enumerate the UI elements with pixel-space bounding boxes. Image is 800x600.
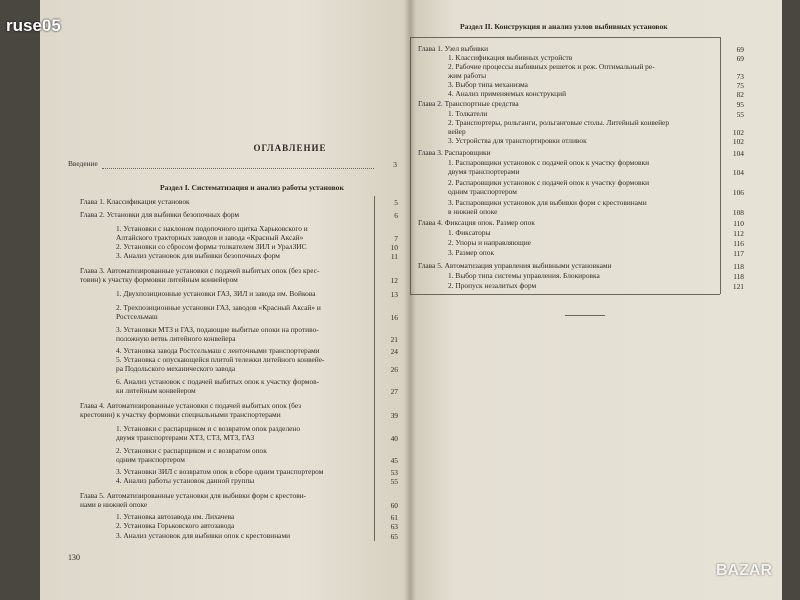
toc-entry-page: 117 [733, 249, 744, 258]
toc-heading: ОГЛАВЛЕНИЕ [253, 143, 327, 153]
toc-entry-text: 4. Анализ работы установок данной группы [116, 476, 255, 485]
toc-entry-page: 39 [390, 411, 398, 420]
toc-entry-text: Глава 1. Классификация установок [80, 197, 190, 206]
right-page [410, 0, 782, 600]
toc-entry-text: 1. Толкатели [448, 109, 488, 118]
toc-entry-page: 102 [732, 137, 744, 146]
toc-entry-text: 3. Анализ установок для выбивки безопочных форм [116, 251, 280, 260]
toc-entry-text: нами в нижней опоке [80, 500, 148, 509]
toc-entry-text: ки литейным конвейером [116, 386, 196, 395]
toc-entry-page: 69 [736, 54, 744, 63]
toc-entry-text: 3. Устройства для транспортировки отливок [448, 136, 587, 145]
toc-entry-page: 116 [733, 239, 744, 248]
toc-entry-page: 11 [390, 252, 398, 261]
brand-watermark: BAZAR [716, 562, 772, 579]
toc-entry-page: 106 [732, 188, 744, 197]
toc-entry-page: 102 [732, 128, 744, 137]
toc-entry-page: 69 [736, 45, 744, 54]
toc-entry-text: 2. Упоры и направляющие [448, 238, 531, 247]
toc-entry-text: 4. Анализ применяемых конструкций [448, 89, 567, 98]
toc-entry-text: Ростсельмаш [116, 312, 158, 321]
toc-entry-text: 2. Трехпозиционные установки ГАЗ, заводов «Красный Аксай» и [116, 303, 321, 312]
toc-entry-page: 24 [390, 347, 398, 356]
toc-entry-page: 7 [394, 234, 398, 243]
toc-entry-page: 75 [736, 81, 744, 90]
toc-entry-text: вейер [448, 127, 466, 136]
toc-entry-page: 13 [390, 290, 398, 299]
toc-entry-page: 40 [390, 434, 398, 443]
toc-entry-text: 4. Установка завода Ростсельмаш с ленточными транспортерами [116, 346, 320, 355]
dot-leader [102, 167, 374, 169]
toc-intro-label: Введение [68, 159, 98, 168]
left-page [40, 0, 410, 600]
toc-entry-text: 1. Установки с наклоном подопочного щитка Харьковского и [116, 224, 308, 233]
toc-entry-page: 61 [390, 513, 398, 522]
toc-entry-page: 65 [390, 532, 398, 541]
toc-entry-text: крестовин) к участку формовки специальными транспортерами [80, 410, 281, 419]
toc-entry-page: 12 [390, 276, 398, 285]
toc-entry-page: 60 [390, 501, 398, 510]
toc-entry-text: в нижней опоке [448, 207, 498, 216]
toc-entry-page: 104 [732, 168, 744, 177]
toc-entry-text: Глава 3. Автоматизированные установки с подачей выбитых опок (без крес- [80, 266, 320, 275]
toc-entry-text: двумя транспортерами [448, 167, 520, 176]
toc-entry-text: ра Подольского механического завода [116, 364, 236, 373]
toc-intro-page: 3 [393, 160, 397, 169]
end-rule [565, 315, 605, 316]
toc-entry-text: 1. Фиксаторы [448, 228, 491, 237]
toc-entry-text: 2. Рабочие процессы выбивных решеток и реж. Оптимальный ре- [448, 62, 655, 71]
toc-entry-page: 108 [732, 208, 744, 217]
toc-entry-text: 3. Анализ установок для выбивки опок с крестовинами [116, 531, 291, 540]
toc-entry-page: 55 [390, 477, 398, 486]
toc-entry-page: 5 [394, 198, 398, 207]
page-number: 130 [68, 553, 80, 562]
toc-entry-text: 1. Выбор типа системы управления. Блокировка [448, 271, 600, 280]
toc-entry-text: 5. Установка с опускающейся плитой тележки литейного конвейе- [116, 355, 325, 364]
section-heading: Раздел II. Конструкция и анализ узлов выбивных установок [460, 22, 668, 31]
toc-entry-text: 3. Размер опок [448, 248, 495, 257]
toc-entry-text: 3. Распаровщики установок для выбивки форм с крестовинами [448, 198, 647, 207]
toc-entry-text: жим работы [448, 71, 487, 80]
footer-rule [410, 294, 720, 295]
toc-entry-text: 1. Двухпозиционные установки ГАЗ, ЗИЛ и завода им. Войкова [116, 289, 316, 298]
toc-entry-text: 2. Транспортеры, рольганги, рольганговые столы. Литейный конвейер [448, 118, 670, 127]
toc-entry-page: 121 [732, 282, 744, 291]
toc-entry-text: 3. Установки МТЗ и ГАЗ, подающие выбитые опоки на противо- [116, 325, 319, 334]
toc-entry-page: 26 [390, 365, 398, 374]
toc-entry-text: 2. Установки со сбросом формы толкателем ЗИЛ и УралЗИС [116, 242, 307, 251]
site-watermark: ruse05 [6, 16, 61, 35]
toc-entry-page: 63 [390, 522, 398, 531]
toc-entry-text: 1. Классификация выбивных устройств [448, 53, 573, 62]
page-column-rule [374, 196, 375, 541]
toc-entry-text: 2. Установки с распарщиком и с возвратом опок [116, 446, 267, 455]
toc-entry-text: Глава 5. Автоматизированные установки для выбивки форм с крестови- [80, 491, 307, 500]
toc-entry-text: положную ветвь литейного конвейера [116, 334, 236, 343]
toc-entry-text: Глава 4. Автоматизированные установки с подачей выбитых опок (без [80, 401, 302, 410]
toc-entry-page: 21 [390, 335, 398, 344]
toc-entry-text: Глава 5. Автоматизация управления выбивными установками [418, 261, 612, 270]
page-column-rule [720, 37, 721, 294]
toc-entry-page: 45 [390, 456, 398, 465]
toc-entry-text: Глава 1. Узел выбивки [418, 44, 489, 53]
toc-entry-text: товин) к участку формовки литейным конвейером [80, 275, 238, 284]
toc-entry-page: 104 [732, 149, 744, 158]
toc-entry-text: 2. Распаровщики установок с подачей опок к участку формовки [448, 178, 650, 187]
toc-entry-text: Алтайского тракторных заводов и завода «Красный Аксай» [116, 233, 304, 242]
toc-entry-page: 53 [390, 468, 398, 477]
toc-entry-text: 3. Установки ЗИЛ с возвратом опок в сборе одним транспортером [116, 467, 324, 476]
toc-entry-text: одним транспортером [116, 455, 185, 464]
toc-entry-page: 27 [390, 387, 398, 396]
toc-entry-text: двумя транспортерами ХТЗ, СТЗ, МТЗ, ГАЗ [116, 433, 255, 442]
toc-entry-text: Глава 2. Установки для выбивки безопочных форм [80, 210, 240, 219]
toc-entry-text: 1. Установка автозавода им. Лихачева [116, 512, 235, 521]
toc-entry-page: 73 [736, 72, 744, 81]
toc-entry-text: одним транспортером [448, 187, 517, 196]
toc-entry-page: 6 [394, 211, 398, 220]
toc-entry-text: 3. Выбор типа механизма [448, 80, 528, 89]
toc-entry-text: 1. Распаровщики установок с подачей опок к участку формовки [448, 158, 650, 167]
header-rule [410, 37, 720, 38]
book-gutter [404, 0, 416, 600]
toc-entry-text: Глава 3. Распаровщики [418, 148, 491, 157]
toc-entry-text: 6. Анализ установок с подачей выбитых опок к участку формов- [116, 377, 320, 386]
toc-entry-page: 82 [736, 90, 744, 99]
toc-entry-text: 2. Пропуск незалитых форм [448, 281, 537, 290]
toc-entry-text: Глава 2. Транспортные средства [418, 99, 519, 108]
section-heading: Раздел I. Систематизация и анализ работы установок [160, 183, 344, 192]
toc-entry-page: 118 [733, 272, 744, 281]
toc-entry-page: 110 [733, 219, 744, 228]
toc-entry-page: 95 [736, 100, 744, 109]
toc-entry-text: Глава 4. Фиксация опок. Размер опок [418, 218, 535, 227]
toc-entry-text: 1. Установки с распарщиком и с возвратом опок разделено [116, 424, 301, 433]
toc-entry-page: 10 [390, 243, 398, 252]
toc-entry-page: 118 [733, 262, 744, 271]
toc-entry-page: 16 [390, 313, 398, 322]
toc-entry-page: 55 [736, 110, 744, 119]
toc-entry-text: 2. Установка Горьковского автозавода [116, 521, 235, 530]
toc-entry-page: 112 [733, 229, 744, 238]
